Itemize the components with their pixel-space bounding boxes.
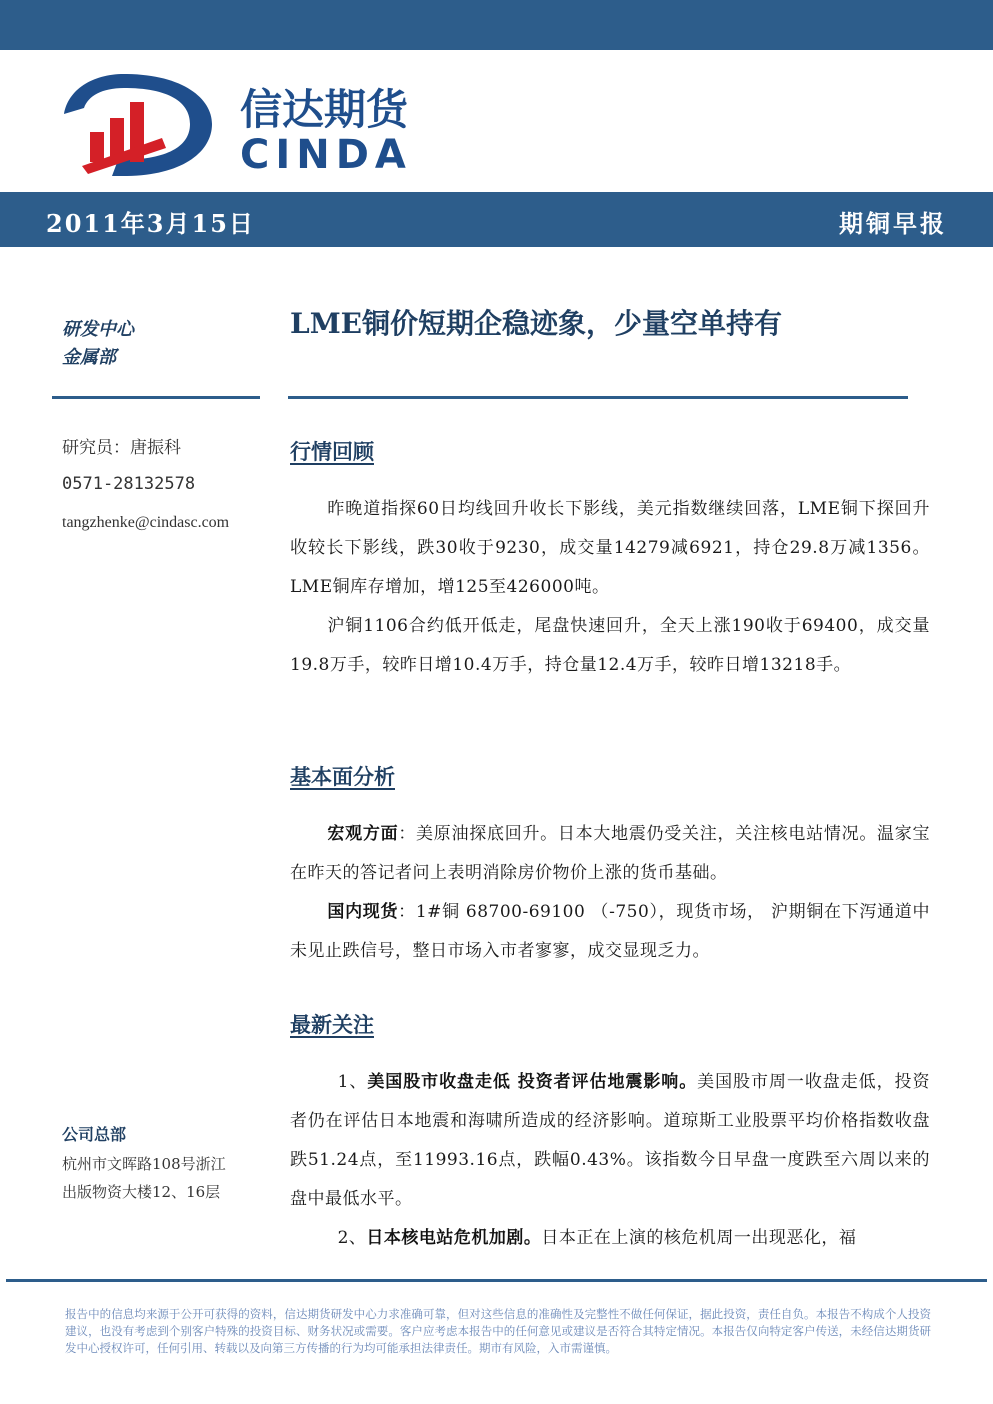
footer-divider [6, 1279, 987, 1282]
item2-title: 日本核电站危机加剧。 [366, 1228, 542, 1248]
domestic-paragraph [290, 893, 930, 971]
item1-title: 美国股市收盘走低 投资者评估地震影响。 [367, 1072, 698, 1092]
date-banner [0, 192, 993, 247]
analyst-email[interactable]: tangzhenke@cindasc.com [62, 514, 230, 531]
review-paragraph-2: 沪铜1106合约低开低走，尾盘快速回升，全天上涨190收于69400，成交量19.8万手，较昨日增10.4万手，持仓量12.4万手，较昨日增13218手。 [290, 616, 930, 675]
cinda-logo [62, 68, 452, 180]
macro-label: 宏观方面 [327, 824, 399, 844]
disclaimer: 报告中的信息均来源于公开可获得的资料，信达期货研发中心力求准确可靠，但对这些信息的准确性及完整性不做任何保证，据此投资，责任自负。本报告不构成个人投资建议，也没有考虑到个别客户特殊的投资目标、财务状况或需要。客户应考虑本报告中的任何意见或建议是否符合其特定情况。本报告仅向特定客户传送，未经信达期货研发中心授权许可，任何引用、转载以及向第三方传播的行为均可能承担法律责任。期市有风险，入市需谨慎。 [65, 1307, 931, 1355]
fundamental-body [290, 815, 930, 971]
hq-address [62, 1150, 226, 1206]
macro-paragraph [290, 815, 930, 893]
latest-body [290, 1063, 930, 1258]
review-body [290, 490, 930, 685]
latest-item-2 [290, 1219, 930, 1258]
domestic-label: 国内现货 [327, 902, 399, 922]
dept-line1: 研发中心 [62, 319, 134, 340]
analyst-phone: 0571-28132578 [62, 474, 196, 494]
top-banner [0, 0, 993, 50]
review-paragraph-1: 昨晚道指探60日均线回升收长下影线，美元指数继续回落，LME铜下探回升收较长下影线，跌30收于9230，成交量14279减6921，持仓29.8万减1356。LME铜库存增加，增125至426000吨。 [290, 499, 930, 597]
report-type: 期铜早报 [839, 209, 947, 238]
item1-text: 美国股市周一收盘走低，投资者仍在评估日本地震和海啸所造成的经济影响。道琼斯工业股票平均价格指数收盘跌51.24点，至11993.16点，跌幅0.43%。该指数今日早盘一度跌至六周以来的盘中最低水平。 [290, 1072, 931, 1209]
cinda-logo-mark [62, 68, 452, 180]
domestic-text: ：1#铜 68700-69100 （-750），现货市场， 沪期铜在下泻通道中未见止跌信号，整日市场入市者寥寥，成交显现乏力。 [290, 902, 930, 961]
item2-prefix: 2、 [337, 1228, 367, 1248]
macro-text: ：美原油探底回升。日本大地震仍受关注，关注核电站情况。温家宝在昨天的答记者问上表明消除房价物价上涨的货币基础。 [290, 824, 931, 883]
svg-text:CINDA: CINDA [240, 132, 412, 178]
latest-item-1 [290, 1063, 930, 1219]
title-divider [288, 396, 908, 399]
hq-address-line2: 出版物资大楼12、16层 [62, 1183, 221, 1201]
department [62, 316, 134, 372]
report-title: LME铜价短期企稳迹象，少量空单持有 [290, 307, 783, 340]
hq-address-line1: 杭州市文晖路108号浙江 [62, 1155, 226, 1173]
section-heading-fundamental: 基本面分析 [290, 764, 395, 789]
svg-text:信达期货: 信达期货 [240, 85, 409, 134]
item1-prefix: 1、 [337, 1072, 368, 1092]
sidebar-divider [52, 396, 260, 399]
analyst-name: 研究员：唐振科 [62, 438, 181, 458]
section-heading-review: 行情回顾 [290, 439, 374, 464]
hq-title: 公司总部 [62, 1125, 127, 1144]
section-heading-latest: 最新关注 [290, 1012, 374, 1037]
item2-text: 日本正在上演的核危机周一出现恶化，福 [541, 1228, 857, 1248]
dept-line2: 金属部 [62, 347, 116, 368]
report-date: 2011年3月15日 [46, 209, 255, 238]
